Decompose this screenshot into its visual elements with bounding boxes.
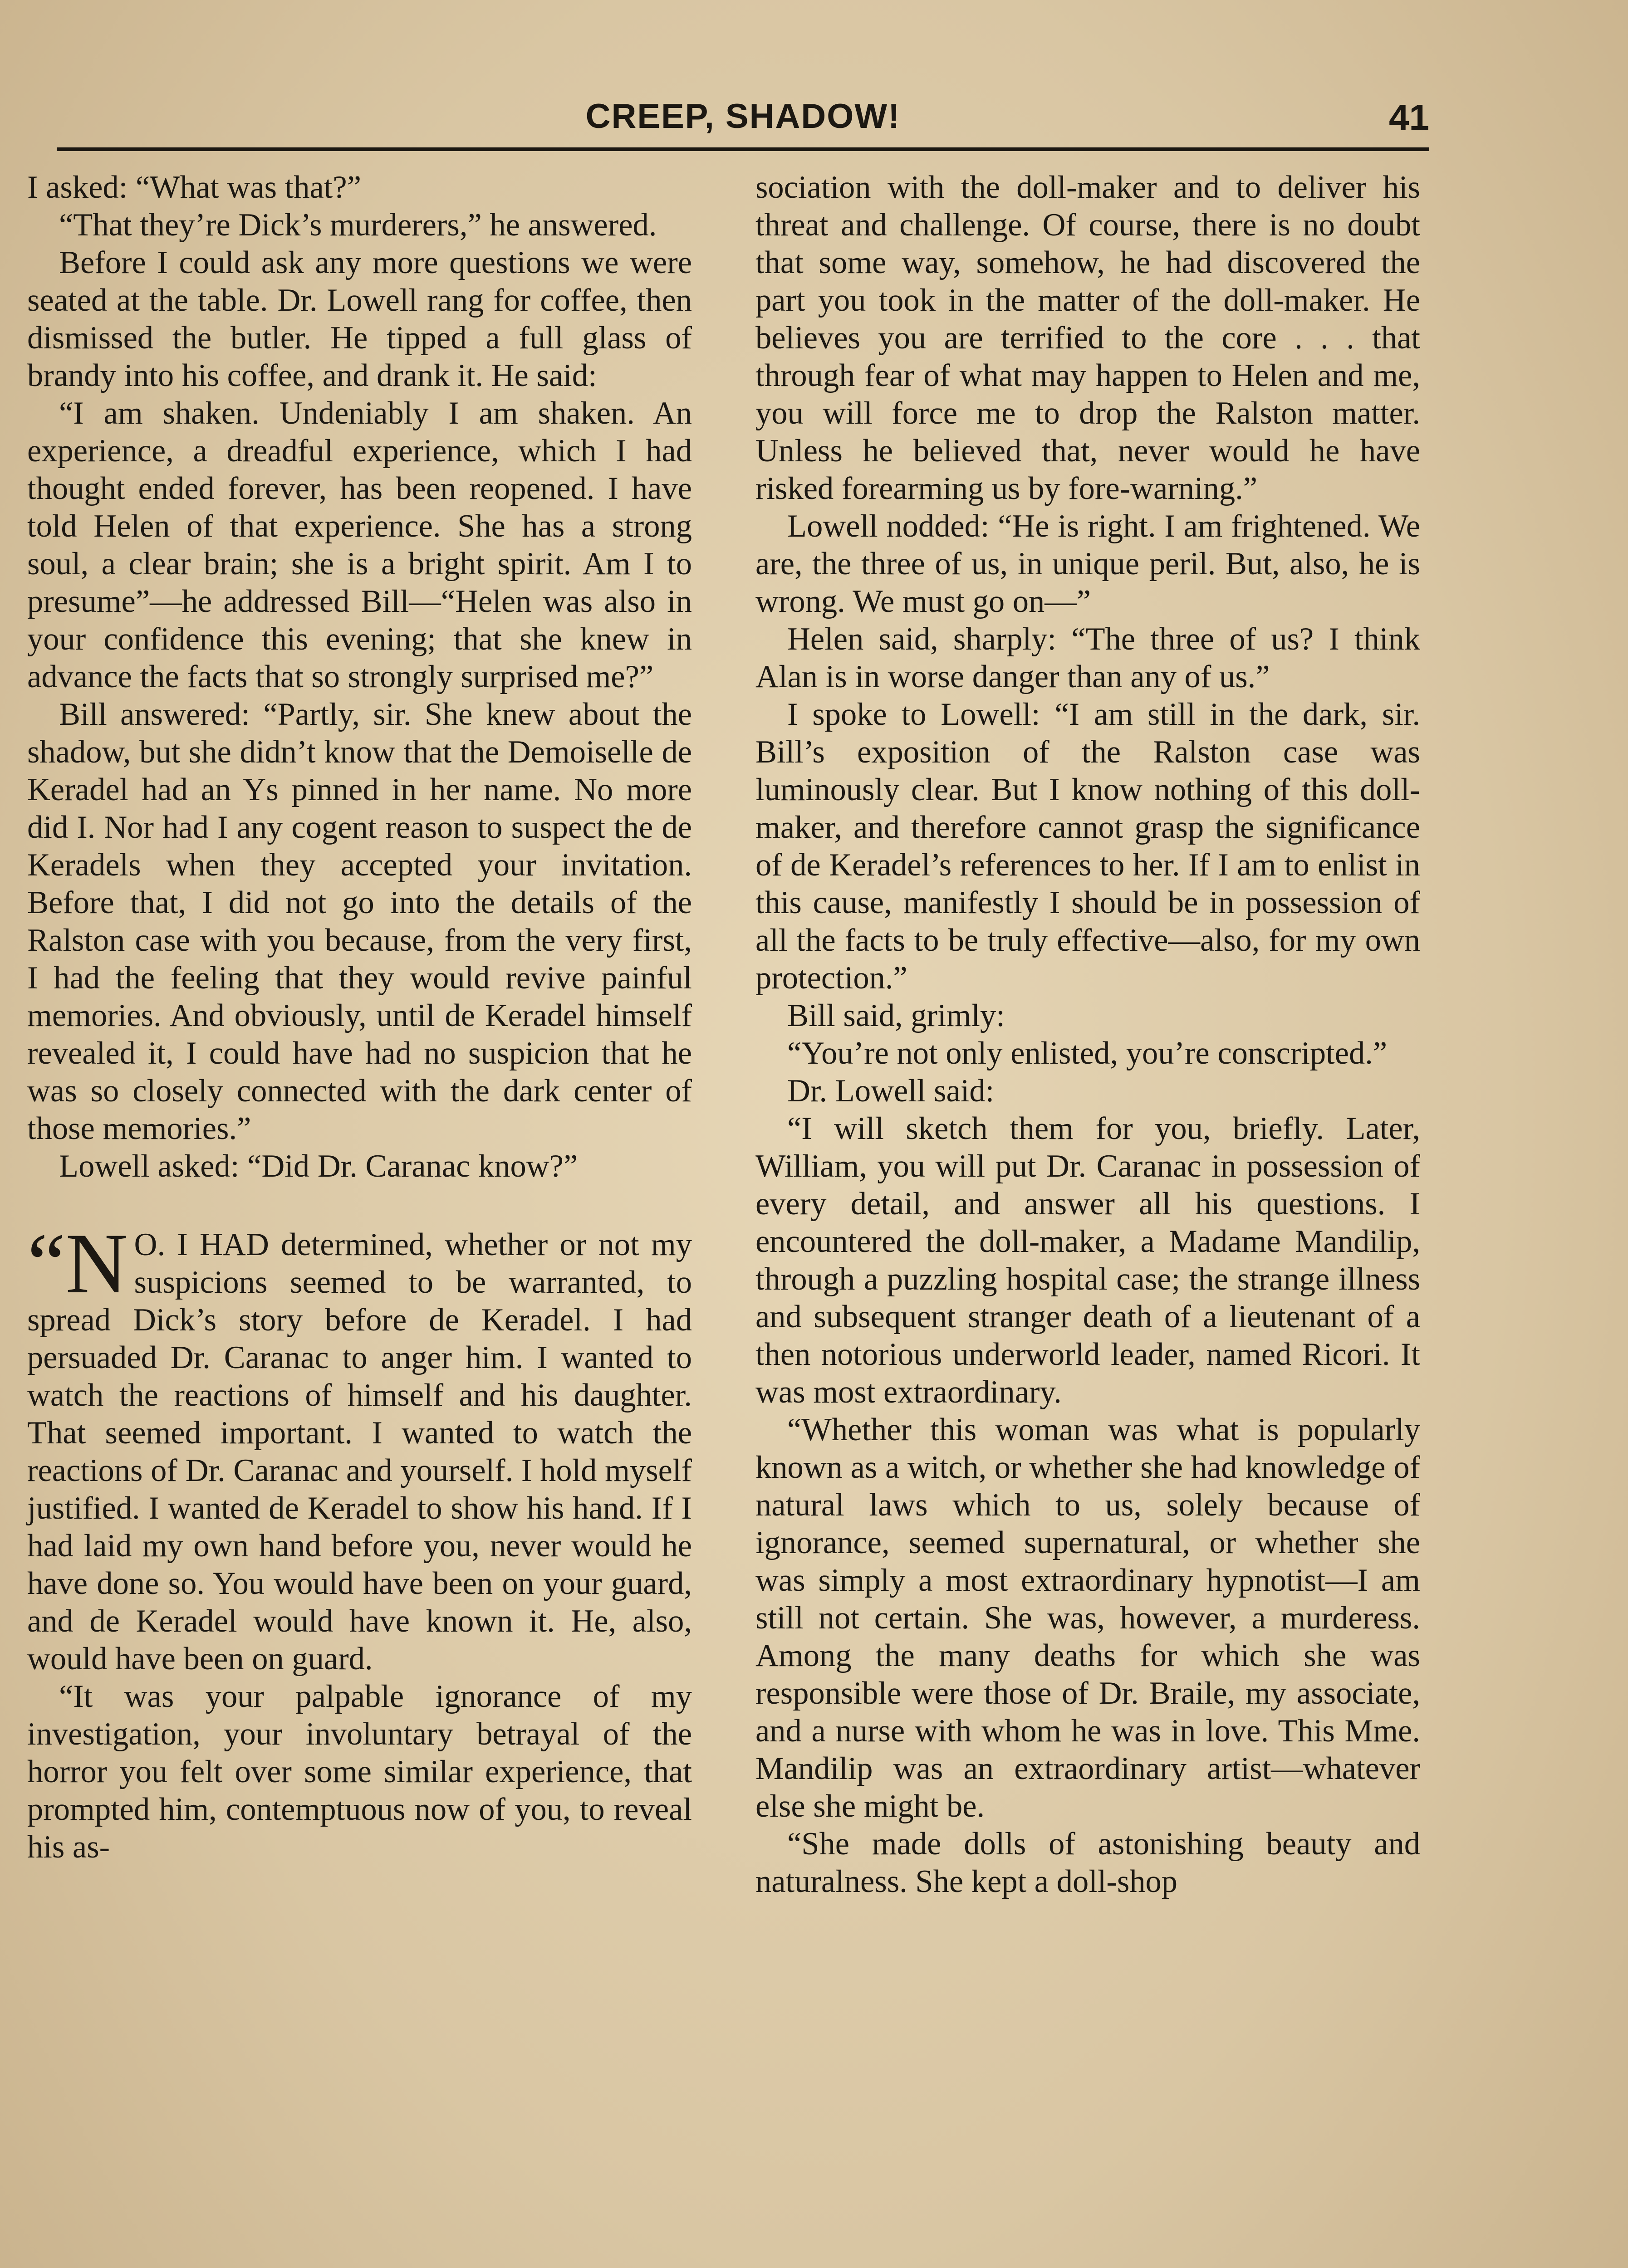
paragraph: I asked: “What was that?” (27, 170, 361, 205)
paragraph: “Whether this woman was what is popularly known as a witch, or whether she had knowledge of natural laws which to us, solely because of ignorance, seemed supernatural, or whether she was simply a most extraordinary hypnotist—I am still not certain. She was, however, a murderess. Among the many deaths for which she was responsible were those of Dr. Braile, my associate, and a nurse with whom he was in love. This Mme. Mandilip was an extraordinary artist—whatever else she might be. (755, 1412, 1420, 1824)
header-rule (57, 147, 1429, 151)
paragraph: “You’re not only enlisted, you’re conscripted.” (787, 1036, 1388, 1071)
running-title: CREEP, SHADOW! (585, 97, 901, 136)
left-column (27, 169, 692, 1866)
paragraph: Bill said, grimly: (787, 998, 1005, 1033)
paragraph: I spoke to Lowell: “I am still in the dark, sir. Bill’s exposition of the Ralston case was luminously clear. But I know nothing of this doll-maker, and therefore cannot grasp the significance of de Keradel’s references to her. If I am to enlist in this cause, manifestly I should be in possession of all the facts to be truly effective—also, for my own protection.” (755, 697, 1420, 996)
page-header (57, 84, 1429, 147)
paragraph: Bill answered: “Partly, sir. She knew about the shadow, but she didn’t know that the Demoiselle de Keradel had an Ys pinned in her name. No more did I. Nor had I any cogent reason to suspect the de Keradels when they accepted your invitation. Before that, I did not go into the details of the Ralston case with you because, from the very first, I had the feeling that they would revive painful memories. And obviously, until de Keradel himself revealed it, I could have had no suspicion that he was so closely connected with the dark center of those memories.” (27, 697, 692, 1146)
paragraph: Helen said, sharply: “The three of us? I think Alan is in worse danger than any of us.” (755, 621, 1420, 694)
right-column (755, 169, 1420, 1901)
paragraph: Before I could ask any more questions we were seated at the table. Dr. Lowell rang for coffee, then dismissed the butler. He tipped a full glass of brandy into his coffee, and drank it. He said: (27, 245, 692, 393)
paragraph: “I will sketch them for you, briefly. Later, William, you will put Dr. Caranac in possession of every detail, and answer all his questions. I encountered the doll-maker, a Madame Mandilip, through a puzzling hospital case; the strange illness and subsequent stranger death of a lieutenant of a then notorious underworld leader, named Ricori. It was most extraordinary. (755, 1111, 1420, 1410)
drop-cap: “N (27, 1216, 128, 1311)
paragraph: “That they’re Dick’s murderers,” he answered. (59, 207, 657, 243)
paragraph: Lowell nodded: “He is right. I am frightened. We are, the three of us, in unique peril. But, also, he is wrong. We must go on—” (755, 508, 1420, 619)
page-number: 41 (1389, 97, 1429, 137)
paragraph: “It was your palpable ignorance of my investigation, your involuntary betrayal of the horror you felt over some similar experience, that prompted him, contemptuous now of you, to reveal his as- (27, 1679, 692, 1865)
paragraph: “She made dolls of astonishing beauty and naturalness. She kept a doll-shop (755, 1826, 1420, 1899)
paragraph: sociation with the doll-maker and to deliver his threat and challenge. Of course, there is no doubt that some way, somehow, he had discovered the part you took in the matter of the doll-maker. He believes you are terrified to the core . . . that through fear of what may happen to Helen and me, you will force me to drop the Ralston matter. Unless he believed that, never would he have risked forearming us by fore-warning.” (755, 170, 1420, 506)
paragraph: “I am shaken. Undeniably I am shaken. An experience, a dreadful experience, which I had thought ended forever, has been reopened. I have told Helen of that experience. She has a strong soul, a clear brain; she is a bright spirit. Am I to presume”—he addressed Bill—“Helen was also in your confidence this evening; that she knew in advance the facts that so strongly surprised me?” (27, 396, 692, 694)
dropcap-paragraph (27, 1216, 692, 1678)
paragraph: Dr. Lowell said: (787, 1073, 995, 1109)
dropcap-paragraph-text: O. I HAD determined, whether or not my suspicions seemed to be warranted, to spread Dick’s story before de Keradel. I had persuaded Dr. Caranac to anger him. I wanted to watch the reactions of himself and his daughter. That seemed important. I wanted to watch the reactions of Dr. Caranac and yourself. I hold myself justified. I wanted de Keradel to show his hand. If I had laid my own hand before you, never would he have done so. You would have been on your guard, and de Keradel would have known it. He, also, would have been on guard. (27, 1227, 692, 1677)
paragraph: Lowell asked: “Did Dr. Caranac know?” (59, 1149, 578, 1184)
